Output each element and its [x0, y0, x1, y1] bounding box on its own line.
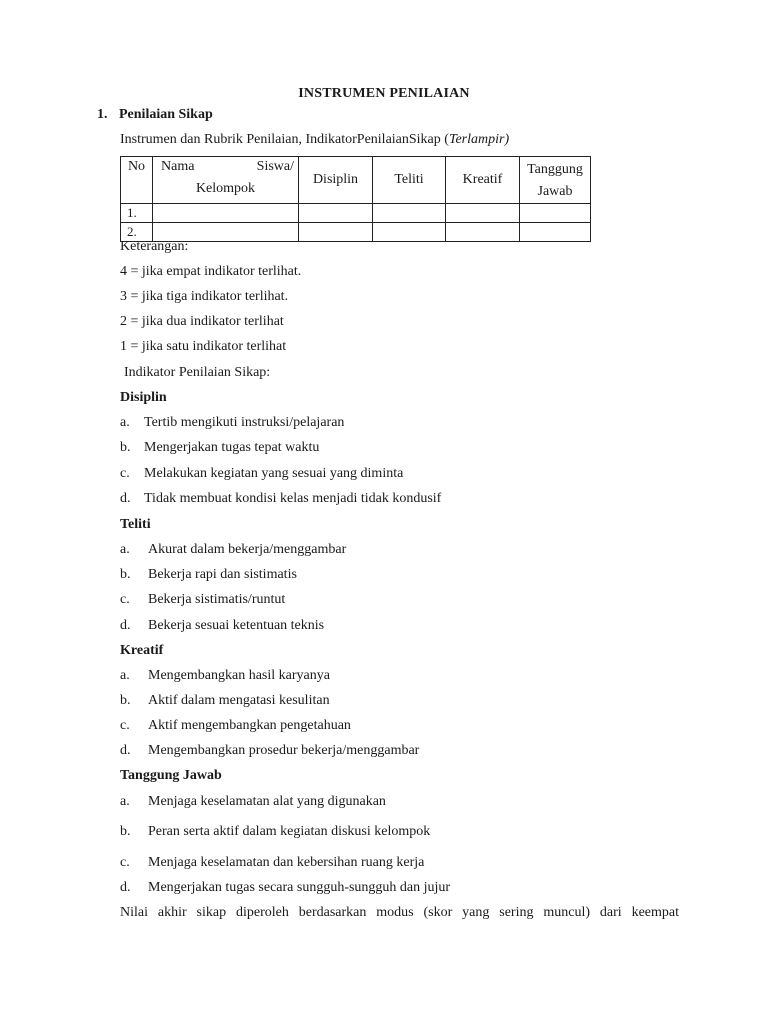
list-text: Mengembangkan prosedur bekerja/menggambar — [148, 743, 420, 758]
table-cell — [446, 204, 520, 223]
keterangan-item: 4 = jika empat indikator terlihat. — [120, 264, 302, 279]
header-name-right: Siswa/ — [256, 159, 294, 174]
list-item — [120, 718, 351, 734]
header-tanggung-jawab — [520, 157, 591, 204]
closing-paragraph: Nilai akhir sikap diperoleh berdasarkan modus (skor yang sering muncul) dari keempat — [120, 905, 679, 920]
list-marker: d. — [120, 880, 131, 895]
rubric-table — [120, 156, 591, 242]
intro-italic: Terlampir) — [448, 132, 510, 147]
row-number: 1. — [121, 204, 153, 223]
list-item — [120, 440, 319, 456]
intro-text — [120, 132, 509, 148]
header-kreatif: Kreatif — [446, 157, 520, 204]
list-item — [120, 567, 297, 583]
list-marker: a. — [120, 794, 130, 809]
table-row — [121, 223, 591, 242]
list-item — [120, 855, 424, 871]
header-teliti: Teliti — [373, 157, 446, 204]
keterangan-item: 2 = jika dua indikator terlihat — [120, 314, 284, 329]
list-marker: b. — [120, 824, 131, 839]
list-marker: b. — [120, 567, 131, 582]
table-cell — [373, 223, 446, 242]
list-text: Bekerja sistimatis/runtut — [148, 592, 286, 607]
list-item — [120, 618, 324, 634]
group-heading-kreatif: Kreatif — [120, 643, 164, 658]
header-disiplin: Disiplin — [299, 157, 373, 204]
table-cell — [373, 204, 446, 223]
table-row — [121, 204, 591, 223]
list-item — [120, 668, 330, 684]
list-text: Bekerja sesuai ketentuan teknis — [148, 618, 325, 633]
list-marker: d. — [120, 618, 131, 633]
list-text: Melakukan kegiatan yang sesuai yang diminta — [144, 466, 404, 481]
list-item — [120, 415, 344, 431]
table-cell — [299, 204, 373, 223]
table-cell — [520, 204, 591, 223]
section-heading — [97, 107, 213, 123]
list-marker: a. — [120, 542, 130, 557]
list-item — [120, 466, 403, 482]
list-text: Bekerja rapi dan sistimatis — [148, 567, 297, 582]
list-marker: c. — [120, 855, 130, 870]
list-item — [120, 743, 419, 759]
list-marker: b. — [120, 440, 131, 455]
list-text: Tidak membuat kondisi kelas menjadi tidak kondusif — [144, 491, 442, 506]
group-heading-teliti: Teliti — [120, 517, 151, 532]
table-cell — [153, 204, 299, 223]
header-no: No — [121, 157, 153, 204]
group-heading-tanggung-jawab: Tanggung Jawab — [120, 768, 222, 783]
list-text: Peran serta aktif dalam kegiatan diskusi kelompok — [148, 824, 431, 839]
indikator-label: Indikator Penilaian Sikap: — [124, 365, 271, 380]
list-item — [120, 693, 330, 709]
list-text: Mengembangkan hasil karyanya — [148, 668, 330, 683]
list-marker: d. — [120, 491, 131, 506]
keterangan-label: Keterangan: — [120, 239, 189, 254]
list-marker: a. — [120, 668, 130, 683]
section-title: Penilaian Sikap — [119, 107, 213, 122]
table-header-row — [121, 157, 591, 204]
header-name-bottom: Kelompok — [195, 181, 256, 196]
list-text: Tertib mengikuti instruksi/pelajaran — [144, 415, 345, 430]
list-marker: c. — [120, 592, 130, 607]
list-item — [120, 824, 430, 840]
list-text: Akurat dalam bekerja/menggambar — [148, 542, 347, 557]
header-tj-bottom: Jawab — [537, 184, 573, 199]
table-cell — [446, 223, 520, 242]
list-text: Mengerjakan tugas secara sungguh-sungguh dan jujur — [148, 880, 451, 895]
group-heading-disiplin: Disiplin — [120, 390, 167, 405]
table-cell — [299, 223, 373, 242]
header-name-left: Nama — [161, 159, 195, 174]
intro-main: Instrumen dan Rubrik Penilaian, IndikatorPenilaianSikap ( — [120, 132, 449, 147]
list-item — [120, 794, 386, 810]
list-marker: b. — [120, 693, 131, 708]
list-item — [120, 542, 346, 558]
list-marker: a. — [120, 415, 130, 430]
header-tj-top: Tanggung — [527, 162, 583, 177]
list-text: Mengerjakan tugas tepat waktu — [144, 440, 320, 455]
keterangan-item: 3 = jika tiga indikator terlihat. — [120, 289, 289, 304]
keterangan-item: 1 = jika satu indikator terlihat — [120, 339, 287, 354]
list-marker: d. — [120, 743, 131, 758]
list-text: Aktif mengembangkan pengetahuan — [148, 718, 351, 733]
list-item — [120, 880, 450, 896]
list-text: Aktif dalam mengatasi kesulitan — [148, 693, 330, 708]
list-marker: c. — [120, 718, 130, 733]
list-item — [120, 491, 441, 507]
list-item — [120, 592, 285, 608]
list-text: Menjaga keselamatan dan kebersihan ruang kerja — [148, 855, 425, 870]
section-number: 1. — [97, 107, 108, 122]
header-name — [153, 157, 299, 204]
table-cell — [520, 223, 591, 242]
list-text: Menjaga keselamatan alat yang digunakan — [148, 794, 386, 809]
row-number: 2. — [121, 223, 153, 242]
list-marker: c. — [120, 466, 130, 481]
document-title: INSTRUMEN PENILAIAN — [298, 86, 470, 101]
